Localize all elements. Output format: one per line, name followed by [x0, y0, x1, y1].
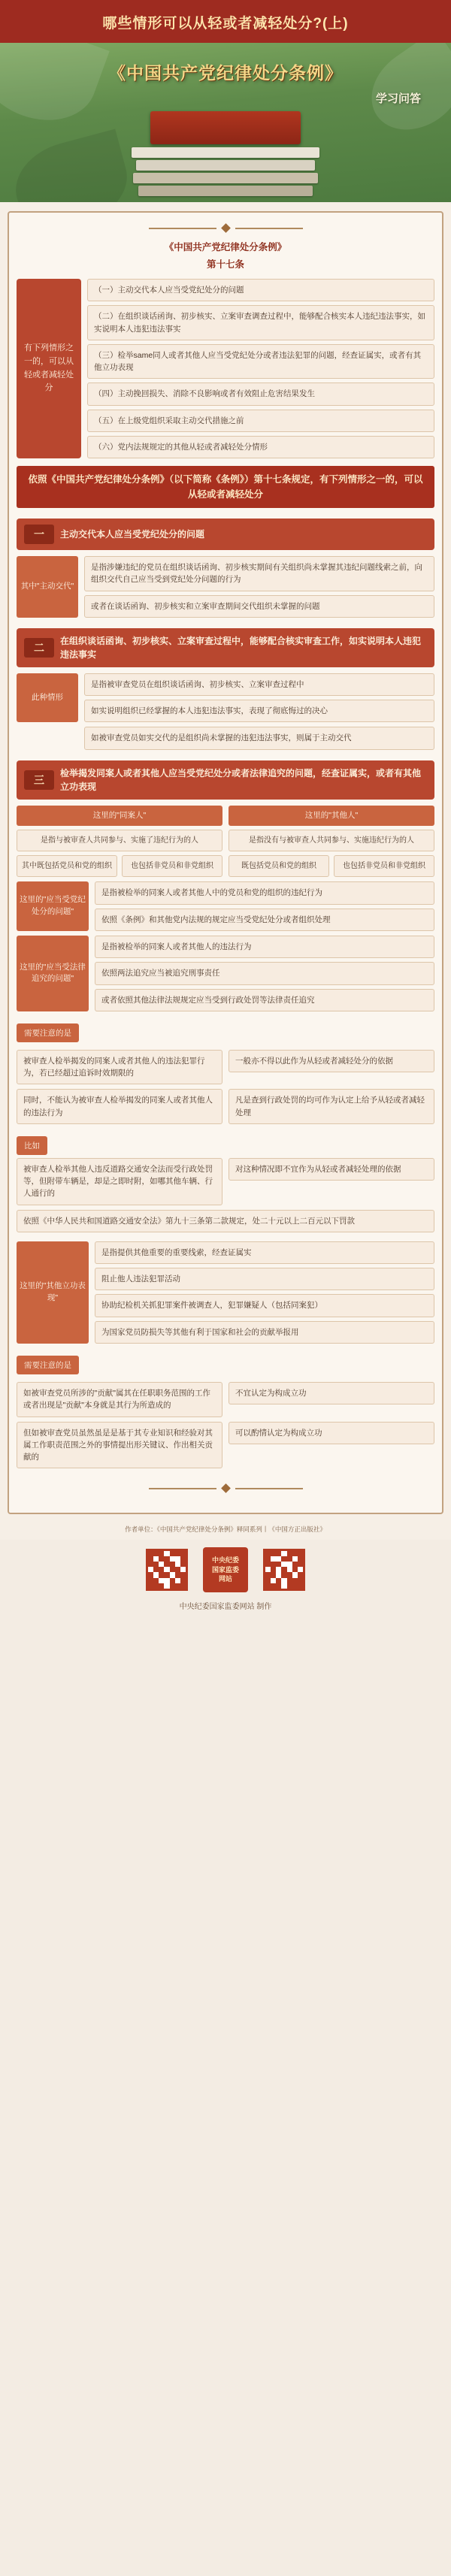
- note-item: 同时，不能认为被审查人检举揭发的同案人或者其他人的违法行为: [17, 1089, 222, 1124]
- article-item: （五）在上级党组织采取主动交代措施之前: [87, 410, 434, 432]
- col-right-cells: [229, 855, 434, 877]
- section-1-item: 是指涉嫌违纪的党员在组织谈话函询、初步核实期间有关组织尚未掌握其违纪问题线索之前，向组织交代自己应当受到党纪处分问题的行为: [84, 556, 434, 591]
- section-3-row-b: [17, 936, 434, 1011]
- col-left-cells: [17, 855, 222, 877]
- section-title-2: 在组织谈话函询、初步核实、立案审查过程中，能够配合核实审查工作，如实说明本人违犯违法事实: [60, 635, 422, 660]
- section-3-row-a-body: [95, 881, 434, 931]
- qr-row: [0, 1547, 451, 1592]
- notes-body-1: [17, 1050, 222, 1085]
- final-row-1: [17, 1382, 434, 1417]
- section-3-row-a-label: 这里的"应当受党纪处分的问题": [17, 881, 89, 931]
- compare-row: [17, 1158, 434, 1205]
- book-3: [133, 173, 318, 183]
- notes-row-1: [17, 1050, 434, 1085]
- section-header-3: [17, 760, 434, 800]
- col-right-cell: 既包括党员和党的组织: [229, 855, 329, 877]
- section-number-1: 一: [24, 525, 54, 544]
- merit-item: 是指提供其他重要的重要线索，经查证属实: [95, 1241, 434, 1264]
- compare-right: [229, 1158, 434, 1205]
- compare-item: 被审查人检举其他人违反道路交通安全法而受行政处罚等，但附带车辆是，却是之即时附，如哪其他车辆、行人通行的: [17, 1158, 222, 1205]
- section-2-row-b: [17, 727, 434, 749]
- qr-code-left[interactable]: [146, 1549, 188, 1591]
- section-2-item: 如实说明组织已经掌握的本人违犯违法事实，表现了彻底悔过的决心: [84, 700, 434, 722]
- final-notes-label: 需要注意的是: [17, 1356, 79, 1374]
- section-3-col-right: [229, 806, 434, 878]
- commission-emblem: [203, 1547, 248, 1592]
- article-heading-line1: 《中国共产党纪律处分条例》: [164, 242, 287, 252]
- book-2: [136, 160, 315, 171]
- section-2-row-a: [17, 673, 434, 723]
- article-item: （三）检举same同人或者其他人应当受党纪处分或者违法犯罪的问题，经查证属实，或者有其他立功表现: [87, 344, 434, 379]
- footer-text: 中央纪委国家监委网站 制作: [179, 1602, 272, 1611]
- section-1-row: [17, 556, 434, 618]
- section-2-row-b-label: [17, 727, 78, 749]
- merit-item: 协助纪检机关抓犯罪案件被调查人，犯罪嫌疑人（包括同案犯）: [95, 1294, 434, 1317]
- ornament-bar-left-b: [149, 1488, 216, 1489]
- section-3-row-b-body: [95, 936, 434, 1011]
- section-3-two-col: [17, 806, 434, 878]
- notes-body-4: [229, 1089, 434, 1124]
- page-title: 哪些情形可以从轻或者减轻处分?(上): [102, 16, 349, 32]
- ornament-bar-right: [235, 228, 303, 229]
- final-body-2: [229, 1382, 434, 1417]
- compare-extra: 依照《中华人民共和国道路交通安全法》第九十三条第二款规定，处二十元以上二百元以下罚款: [17, 1210, 434, 1232]
- section-2-row-a-body: [84, 673, 434, 723]
- section-header-1: [17, 519, 434, 550]
- section-2-row-a-label: 此种情形: [17, 673, 78, 723]
- merit-body: [95, 1241, 434, 1344]
- ornament-bar-right-b: [235, 1488, 303, 1489]
- article-item: （六）党内法规规定的其他从轻或者减轻处分情形: [87, 436, 434, 458]
- col-right-desc: 是指没有与被审查人共同参与、实施违纪行为的人: [229, 830, 434, 851]
- col-left-cell: 也包括非党员和非党组织: [122, 855, 222, 877]
- merit-row: [17, 1241, 434, 1344]
- article-item: （四）主动挽回损失、消除不良影响或者有效阻止危害结果发生: [87, 382, 434, 405]
- compare-left: [17, 1158, 222, 1205]
- final-item: 可以酌情认定为构成立功: [229, 1422, 434, 1444]
- col-right-head: 这里的"其他人": [229, 806, 434, 827]
- book-4: [138, 186, 313, 196]
- section-3-item: 依照《条例》和其他党内法规的规定应当受党纪处分或者组织处理: [95, 909, 434, 931]
- book-cover: [150, 111, 301, 144]
- section-number-2: 二: [24, 638, 54, 658]
- section-number-3: 三: [24, 770, 54, 790]
- merit-label: 这里的"其他立功表现": [17, 1241, 89, 1344]
- section-2-item: 如被审查党员如实交代的是组织尚未掌握的违犯违法事实，则属于主动交代: [84, 727, 434, 749]
- page-footer: [0, 1540, 451, 1625]
- book-1: [132, 147, 319, 158]
- final-item: 但如被审查党员虽然虽是是基于其专业知识和经验对其属工作职责范围之外的事情提出形关键议、作出相关贡献的: [17, 1422, 222, 1469]
- hero-text-wrap: [0, 59, 451, 106]
- hero-title: 《中国共产党纪律处分条例》: [108, 63, 343, 83]
- notes-label: 需要注意的是: [17, 1023, 79, 1042]
- ornament-diamond-b: [221, 1483, 231, 1493]
- section-3-item: 是指被检举的同案人或者其他人中的党员和党的组织的违纪行为: [95, 881, 434, 904]
- section-1-row-label: 其中"主动交代": [17, 556, 78, 618]
- notes-row-2: [17, 1089, 434, 1124]
- qr-code-right[interactable]: [263, 1549, 305, 1591]
- section-3-item: 依照两法追究应当被追究刑事责任: [95, 962, 434, 984]
- article-items: [87, 279, 434, 458]
- section-2-row-b-body: [84, 727, 434, 749]
- section-header-2: [17, 628, 434, 667]
- note-item: 凡是查到行政处罚的均可作为认定上给予从轻或者减轻处理: [229, 1089, 434, 1124]
- final-item: 不宜认定为构成立功: [229, 1382, 434, 1404]
- col-left-desc: 是指与被审查人共同参与、实施了违纪行为的人: [17, 830, 222, 851]
- article-item: （二）在组织谈话函询、初步核实、立案审查调查过程中，能够配合核实本人违纪违法事实，如实说明本人违犯违法事实: [87, 305, 434, 340]
- article-item: （一）主动交代本人应当受党纪处分的问题: [87, 279, 434, 301]
- page-header: [0, 0, 451, 43]
- col-left-cell: 其中既包括党员和党的组织: [17, 855, 117, 877]
- book-stack-illustration: [132, 111, 319, 196]
- section-title-3: 检举揭发同案人或者其他人应当受党纪处分或者法律追究的问题，经查证属实，或者有其他立功表现: [60, 767, 422, 792]
- notes-body-3: [17, 1089, 222, 1124]
- ornament-divider-top: [17, 220, 434, 239]
- compare-label: 比如: [17, 1136, 47, 1155]
- compare-item: 对这种情况即不宜作为从轻或者减轻处理的依据: [229, 1158, 434, 1181]
- section-title-1: 主动交代本人应当受党纪处分的问题: [60, 529, 205, 540]
- section-3-row-b-label: 这里的"应当受法律追究的问题": [17, 936, 89, 1011]
- col-left-head: 这里的"同案人": [17, 806, 222, 827]
- final-item: 如被审查党员所涉的"贡献"属其在任职职务范围的工作或者出现是"贡献"本身就是其行为所造成的: [17, 1382, 222, 1417]
- section-2-item: 是指被审查党员在组织谈话函询、初步核实、立案审查过程中: [84, 673, 434, 696]
- intro-bar: 依照《中国共产党纪律处分条例》（以下简称《条例》）第十七条规定，有下列情形之一的，可以从轻或者减轻处分: [17, 466, 434, 508]
- notes-body-2: [229, 1050, 434, 1085]
- hero-banner: [0, 43, 451, 202]
- final-body-1: [17, 1382, 222, 1417]
- ornament-bar-left: [149, 228, 216, 229]
- emblem-line3: 网站: [218, 1575, 232, 1583]
- ornament-diamond: [221, 223, 231, 233]
- section-3-item: 是指被检举的同案人或者其他人的违法行为: [95, 936, 434, 958]
- emblem-line1: 中央纪委: [211, 1556, 239, 1565]
- emblem-line2: 国家监委: [211, 1565, 239, 1574]
- section-3-item: 或者依照其他法律法规规定应当受到行政处罚等法律责任追究: [95, 989, 434, 1011]
- section-3-row-a: [17, 881, 434, 931]
- col-right-cell: 也包括非党员和非党组织: [334, 855, 434, 877]
- content-frame: [8, 211, 443, 1514]
- hero-subtitle: 学习问答: [375, 92, 421, 105]
- ornament-divider-bottom: [17, 1473, 434, 1499]
- article-heading: [17, 239, 434, 273]
- final-row-2: [17, 1422, 434, 1469]
- section-1-row-body: [84, 556, 434, 618]
- merit-item: 阻止他人违法犯罪活动: [95, 1268, 434, 1290]
- note-item: 一般亦不得以此作为从轻或者减轻处分的依据: [229, 1050, 434, 1072]
- merit-item: 为国家党员防损失等其他有利于国家和社会的贡献举报用: [95, 1321, 434, 1344]
- credits-text: 作者单位：《中国共产党纪律处分条例》释同系列丨《中国方正出版社》: [125, 1525, 326, 1534]
- article-left-label: 有下列情形之一的，可以从轻或者减轻处分: [17, 279, 81, 458]
- leaf-decoration-3: [6, 128, 136, 202]
- final-body-3: [17, 1422, 222, 1469]
- note-item: 被审查人检举揭发的同案人或者其他人的违法犯罪行为，若已经超过追诉时效期限的: [17, 1050, 222, 1085]
- article-row: [17, 279, 434, 458]
- final-body-4: [229, 1422, 434, 1469]
- section-3-col-left: [17, 806, 222, 878]
- article-heading-line2: 第十七条: [206, 259, 244, 270]
- section-1-item: 或者在谈话函询、初步核实和立案审查期间交代组织未掌握的问题: [84, 595, 434, 618]
